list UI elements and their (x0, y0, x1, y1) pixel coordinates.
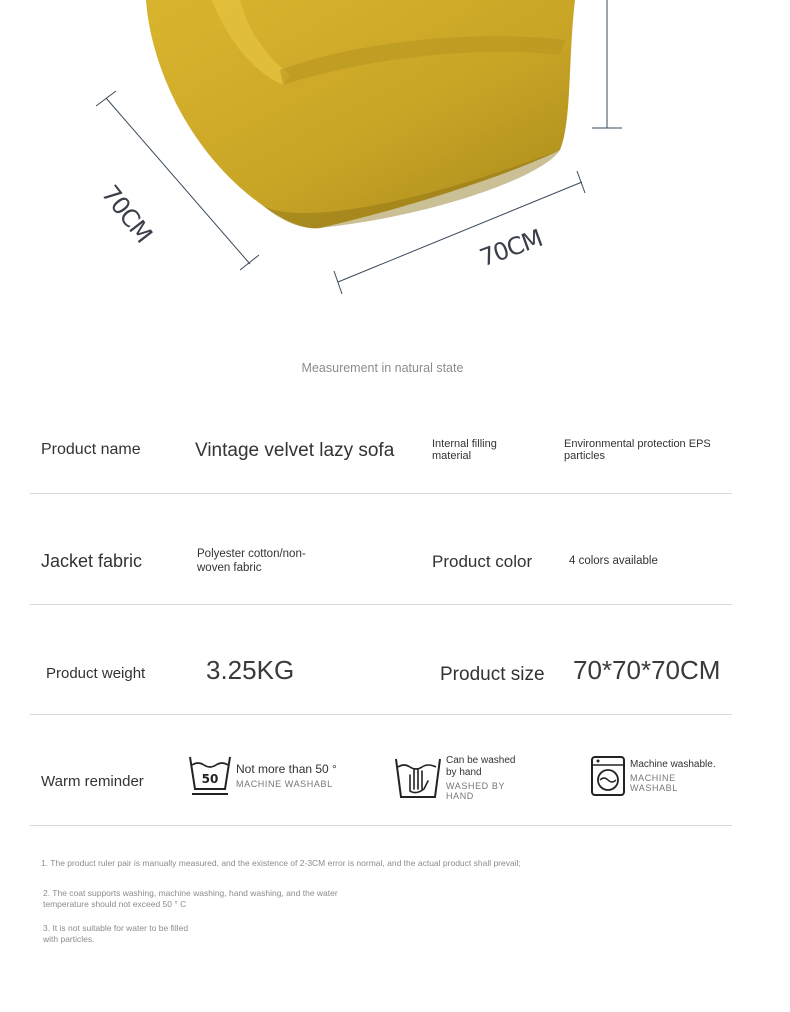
spec-table (30, 410, 732, 826)
product-weight-label: Product weight (46, 664, 146, 682)
hand-wash-item (394, 755, 526, 801)
note-3: 3. It is not suitable for water to be filled with particles. (43, 923, 189, 944)
note-1: 1. The product ruler pair is manually measured, and the existence of 2-3CM error is normal, and the actual product shall prevail; (41, 858, 521, 868)
filling-value: Environmental protection EPS particles (564, 438, 711, 462)
hand-wash-icon (394, 757, 442, 799)
width-dimension-label: 70CM (476, 224, 546, 273)
wash-50-main: Not more than 50 ° (236, 762, 337, 776)
wash-50-icon (188, 755, 232, 797)
wash-50-sub: MACHINE WASHABL (236, 779, 333, 789)
wash-temp-text: 50 (201, 772, 219, 786)
jacket-label: Jacket fabric (41, 551, 143, 571)
product-name-value: Vintage velvet lazy sofa (195, 440, 395, 461)
hand-wash-sub: WASHED BY HAND (446, 781, 505, 801)
product-dimension-illustration (0, 0, 790, 330)
depth-dimension-label: 70CM (95, 180, 158, 248)
warm-reminder-label: Warm reminder (41, 773, 144, 790)
machine-wash-item (590, 755, 716, 797)
filling-label: Internal filling material (432, 438, 497, 462)
spec-row-jacket (30, 494, 732, 605)
note-2: 2. The coat supports washing, machine washing, hand washing, and the water temperature should not exceed 50 ° C (43, 888, 338, 909)
product-size-label: Product size (440, 663, 545, 685)
machine-wash-main: Machine washable. (630, 758, 716, 770)
machine-wash-sub: MACHINE WASHABL (630, 773, 678, 794)
product-color-value: 4 colors available (569, 555, 658, 567)
product-color-label: Product color (432, 552, 533, 571)
product-weight-value: 3.25KG (206, 654, 295, 685)
sofa-dimension-drawing (0, 0, 790, 330)
product-name-label: Product name (41, 441, 141, 458)
washing-machine-icon (590, 755, 626, 797)
spec-row-weight (30, 605, 732, 716)
spec-row-name (30, 410, 732, 494)
jacket-value: Polyester cotton/non-woven fabric (197, 548, 306, 574)
sofa-body (146, 0, 575, 228)
hand-wash-main: Can be washed by hand (446, 755, 516, 778)
spec-row-reminder (30, 715, 732, 826)
wash-50-item (188, 755, 337, 797)
measurement-caption: Measurement in natural state (301, 361, 464, 375)
product-size-value: 70*70*70CM (573, 654, 721, 685)
